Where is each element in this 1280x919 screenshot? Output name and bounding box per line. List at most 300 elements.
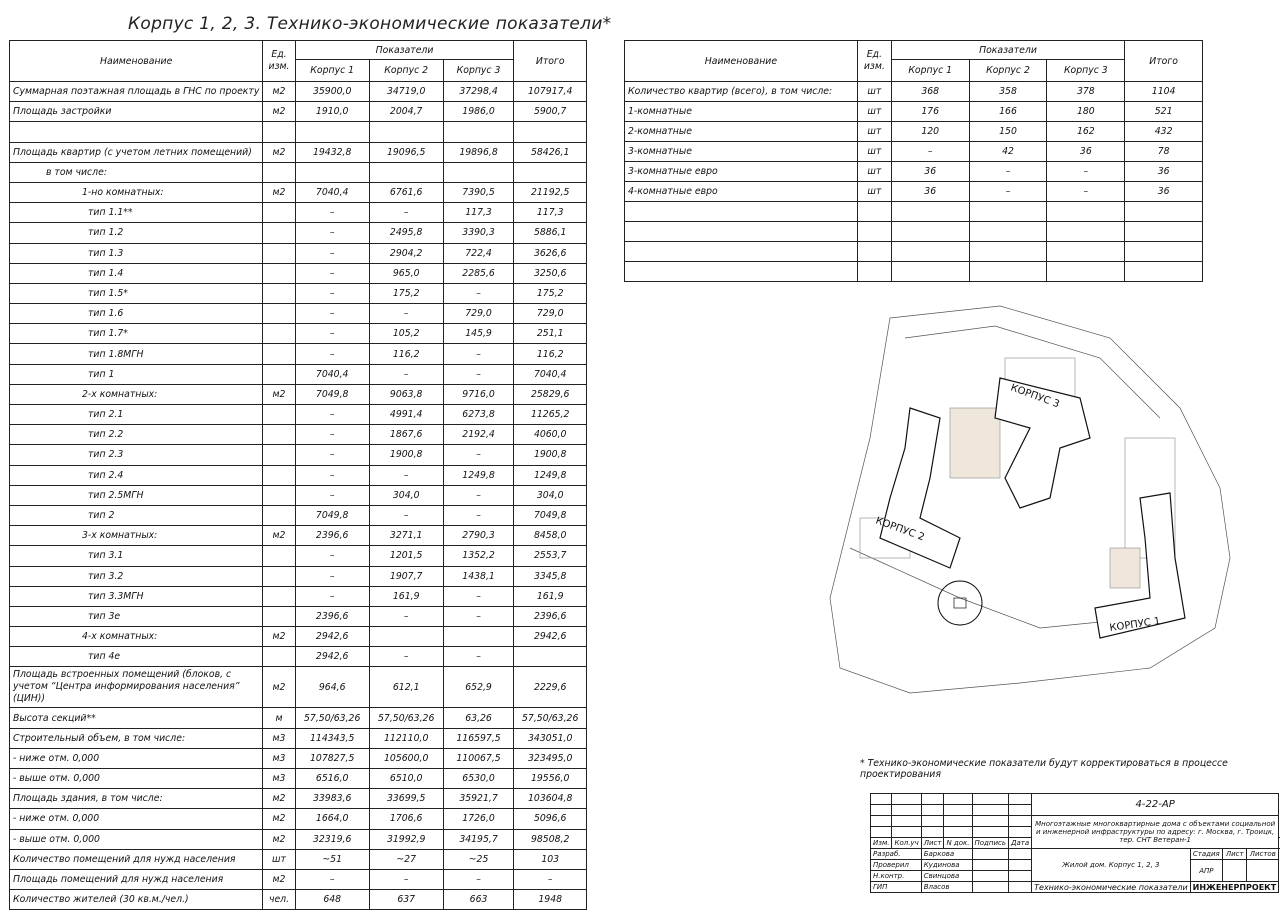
row-k2: 1867,6 [369, 425, 443, 445]
apt-row-total [1125, 222, 1203, 242]
row-name: Высота секций** [10, 708, 263, 728]
table-row [10, 789, 587, 809]
row-k2: 105600,0 [369, 748, 443, 768]
apt-header-name: Наименование [625, 41, 858, 82]
row-total [514, 162, 587, 182]
row-k2: 34719,0 [369, 82, 443, 102]
table-row [10, 304, 587, 324]
row-k1: – [295, 566, 369, 586]
apt-header-unit: Ед. изм. [857, 41, 891, 82]
row-unit: м2 [263, 384, 295, 404]
row-k1: ~51 [295, 849, 369, 869]
row-unit: м2 [263, 142, 295, 162]
apt-row [625, 262, 1203, 282]
table-row [10, 445, 587, 465]
row-total: 2229,6 [514, 667, 587, 708]
row-name: - ниже отм. 0,000 [10, 809, 263, 829]
row-k1: 6516,0 [295, 769, 369, 789]
row-unit: м2 [263, 526, 295, 546]
row-k2: ~27 [369, 849, 443, 869]
table-row [10, 324, 587, 344]
stamp-sheet-title: Технико-экономические показатели [1032, 882, 1191, 893]
row-k2: 1907,7 [369, 566, 443, 586]
row-unit: м2 [263, 789, 295, 809]
row-k1: 32319,6 [295, 829, 369, 849]
apt-row-k2 [969, 262, 1047, 282]
row-name: Количество жителей (30 кв.м./чел.) [10, 890, 263, 910]
row-k2: 9063,8 [369, 384, 443, 404]
apt-row-k3 [1047, 242, 1125, 262]
apt-header-indicators: Показатели [891, 41, 1124, 60]
stamp-col-header: Лист [921, 838, 944, 849]
apt-row-k3: 36 [1047, 142, 1125, 162]
row-name: Строительный объем, в том числе: [10, 728, 263, 748]
row-name: тип 1.1** [10, 203, 263, 223]
apt-row-k3 [1047, 222, 1125, 242]
row-k2: 965,0 [369, 263, 443, 283]
row-unit: м2 [263, 102, 295, 122]
row-k1: 7049,8 [295, 384, 369, 404]
table-row [10, 809, 587, 829]
row-name: тип 1.4 [10, 263, 263, 283]
row-k3: 663 [443, 890, 514, 910]
row-total: 21192,5 [514, 182, 587, 202]
label-k1: КОРПУС 1 [1108, 615, 1162, 634]
apt-row-k2: 166 [969, 102, 1047, 122]
row-k3: 2192,4 [443, 425, 514, 445]
table-row [10, 526, 587, 546]
title-block [870, 793, 1280, 893]
row-k1: – [295, 586, 369, 606]
row-k1: – [295, 445, 369, 465]
row-unit [263, 505, 295, 525]
row-k2 [369, 627, 443, 647]
apt-row-total: 521 [1125, 102, 1203, 122]
table-row [10, 667, 587, 708]
row-k3: – [443, 364, 514, 384]
row-k2: 612,1 [369, 667, 443, 708]
row-unit: шт [263, 849, 295, 869]
row-total: 58426,1 [514, 142, 587, 162]
row-k3: 7390,5 [443, 182, 514, 202]
row-k1: – [295, 283, 369, 303]
row-k2: 1706,6 [369, 809, 443, 829]
row-k2: 6510,0 [369, 769, 443, 789]
row-k2: 1900,8 [369, 445, 443, 465]
table-row [10, 748, 587, 768]
table-row [10, 283, 587, 303]
table-row [10, 647, 587, 667]
row-k3: – [443, 606, 514, 626]
apt-row-name: 1-комнатные [625, 102, 858, 122]
row-k1: – [295, 869, 369, 889]
row-k1: 35900,0 [295, 82, 369, 102]
apt-row-k1 [891, 242, 969, 262]
apt-row-k1: 176 [891, 102, 969, 122]
row-k3: 19896,8 [443, 142, 514, 162]
table-row [10, 586, 587, 606]
row-total: 323495,0 [514, 748, 587, 768]
stamp-col-header: Подпись [972, 838, 1009, 849]
row-k2: – [369, 505, 443, 525]
row-k3: 34195,7 [443, 829, 514, 849]
apt-row-k1: 120 [891, 122, 969, 142]
apt-row [625, 242, 1203, 262]
row-unit: м2 [263, 809, 295, 829]
apt-row-k1: 36 [891, 162, 969, 182]
row-unit [263, 566, 295, 586]
row-total: 8458,0 [514, 526, 587, 546]
row-k2: 105,2 [369, 324, 443, 344]
apt-header-k1: Корпус 1 [891, 60, 969, 82]
site-plan [820, 298, 1240, 698]
row-unit: м2 [263, 627, 295, 647]
row-total: – [514, 869, 587, 889]
table-row [10, 505, 587, 525]
main-table-body [10, 82, 587, 910]
row-total: 729,0 [514, 304, 587, 324]
row-k3: – [443, 344, 514, 364]
page-title: Корпус 1, 2, 3. Технико-экономические показатели* [128, 14, 612, 34]
header-k1: Корпус 1 [295, 60, 369, 82]
row-k3: 117,3 [443, 203, 514, 223]
row-k3: 1986,0 [443, 102, 514, 122]
table-row [10, 869, 587, 889]
row-total: 1948 [514, 890, 587, 910]
row-k3: 145,9 [443, 324, 514, 344]
row-k2: 6761,6 [369, 182, 443, 202]
row-unit: м3 [263, 728, 295, 748]
row-k3: – [443, 505, 514, 525]
apt-row-name: Количество квартир (всего), в том числе: [625, 82, 858, 102]
row-k3: 9716,0 [443, 384, 514, 404]
row-k2: 4991,4 [369, 405, 443, 425]
apt-row-name [625, 242, 858, 262]
stamp-object: Жилой дом. Корпус 1, 2, 3 [1032, 849, 1191, 882]
apt-row [625, 202, 1203, 222]
row-k2: 637 [369, 890, 443, 910]
label-k3: КОРПУС 3 [1008, 382, 1061, 411]
header-k3: Корпус 3 [443, 60, 514, 82]
row-k2: 31992,9 [369, 829, 443, 849]
row-unit [263, 304, 295, 324]
row-k3: 37298,4 [443, 82, 514, 102]
apt-row-k1 [891, 262, 969, 282]
header-total: Итого [514, 41, 587, 82]
row-k1: – [295, 344, 369, 364]
row-k3: – [443, 647, 514, 667]
row-k1: 19432,8 [295, 142, 369, 162]
row-k2 [369, 162, 443, 182]
apt-row-k3: – [1047, 182, 1125, 202]
row-name: тип 2.1 [10, 405, 263, 425]
row-k1: – [295, 243, 369, 263]
row-name: тип 1 [10, 364, 263, 384]
row-k2: 304,0 [369, 485, 443, 505]
table-row [10, 223, 587, 243]
row-total: 3626,6 [514, 243, 587, 263]
row-k1: 2942,6 [295, 627, 369, 647]
row-k3: 35921,7 [443, 789, 514, 809]
apt-row-k1: – [891, 142, 969, 162]
row-k2: 19096,5 [369, 142, 443, 162]
row-name: тип 3.3МГН [10, 586, 263, 606]
row-unit [263, 243, 295, 263]
apt-row-k1: 368 [891, 82, 969, 102]
row-name: - выше отм. 0,000 [10, 769, 263, 789]
row-k2: 3271,1 [369, 526, 443, 546]
row-name: Площадь застройки [10, 102, 263, 122]
row-k1: – [295, 425, 369, 445]
row-k2: 112110,0 [369, 728, 443, 748]
row-name: тип 1.3 [10, 243, 263, 263]
apt-row [625, 142, 1203, 162]
row-k1: 33983,6 [295, 789, 369, 809]
row-unit [263, 122, 295, 142]
header-indicators: Показатели [295, 41, 514, 60]
stamp-code: 4-22-АР [1032, 794, 1279, 816]
row-name: Количество помещений для нужд населения [10, 849, 263, 869]
row-name: Суммарная поэтажная площадь в ГНС по проекту [10, 82, 263, 102]
row-unit [263, 425, 295, 445]
row-name: тип 2.3 [10, 445, 263, 465]
row-total: 7049,8 [514, 505, 587, 525]
apt-row [625, 122, 1203, 142]
apt-row-total: 36 [1125, 162, 1203, 182]
table-row [10, 142, 587, 162]
playground-1 [950, 408, 1000, 478]
header-unit: Ед. изм. [263, 41, 295, 82]
row-name: тип 2.4 [10, 465, 263, 485]
row-k3: 2285,6 [443, 263, 514, 283]
apt-row-total: 1104 [1125, 82, 1203, 102]
apt-header-k2: Корпус 2 [969, 60, 1047, 82]
row-k1: 1664,0 [295, 809, 369, 829]
row-k3: – [443, 283, 514, 303]
row-name: тип 4е [10, 647, 263, 667]
row-total: 1900,8 [514, 445, 587, 465]
row-name: в том числе: [10, 162, 263, 182]
apt-row-total: 36 [1125, 182, 1203, 202]
row-k1: 7040,4 [295, 364, 369, 384]
row-k3: 652,9 [443, 667, 514, 708]
stamp-role-3: ГИП [871, 882, 922, 893]
row-name: тип 2 [10, 505, 263, 525]
apt-row [625, 222, 1203, 242]
table-row [10, 425, 587, 445]
apt-row-unit: шт [857, 182, 891, 202]
row-k3: 1726,0 [443, 809, 514, 829]
row-k1: – [295, 405, 369, 425]
row-k3: 3390,3 [443, 223, 514, 243]
table-row [10, 384, 587, 404]
row-k3: 729,0 [443, 304, 514, 324]
apt-row-name: 2-комнатные [625, 122, 858, 142]
apt-row-k2 [969, 202, 1047, 222]
row-unit [263, 223, 295, 243]
apt-row-total [1125, 202, 1203, 222]
row-name: 1-но комнатных: [10, 182, 263, 202]
row-unit: м2 [263, 829, 295, 849]
stamp-col-header: N док. [944, 838, 972, 849]
row-name: тип 2.2 [10, 425, 263, 445]
apt-row-k3 [1047, 202, 1125, 222]
row-total: 4060,0 [514, 425, 587, 445]
row-k1: 2942,6 [295, 647, 369, 667]
row-total: 7040,4 [514, 364, 587, 384]
row-k2: – [369, 606, 443, 626]
row-unit [263, 606, 295, 626]
stamp-description: Многоэтажные многоквартирные дома с объектами социальной и инженерной инфраструктуры по адресу: г. Москва, г. Троицк, тер. СНТ Ветеран-1 [1032, 816, 1279, 849]
stamp-role-1: Проверил [871, 860, 922, 871]
apt-header-k3: Корпус 3 [1047, 60, 1125, 82]
row-total: 304,0 [514, 485, 587, 505]
apt-row-unit: шт [857, 142, 891, 162]
row-k3: 1352,2 [443, 546, 514, 566]
row-k2: 2004,7 [369, 102, 443, 122]
row-k3: – [443, 586, 514, 606]
apt-row-total: 432 [1125, 122, 1203, 142]
row-k2: – [369, 304, 443, 324]
table-row [10, 566, 587, 586]
row-total: 2553,7 [514, 546, 587, 566]
apartments-table [624, 40, 1203, 282]
table-row [10, 344, 587, 364]
stamp-name-0: Баркова [921, 849, 972, 860]
apt-row-k3: 162 [1047, 122, 1125, 142]
row-unit: м2 [263, 182, 295, 202]
apt-row-name [625, 262, 858, 282]
row-k3: 6273,8 [443, 405, 514, 425]
stamp-sheets-label: Листов [1247, 849, 1279, 860]
table-row [10, 708, 587, 728]
apt-table-body [625, 82, 1203, 282]
apt-row-unit: шт [857, 122, 891, 142]
stamp-stage: АПР [1190, 860, 1222, 882]
row-total: 98508,2 [514, 829, 587, 849]
playground-2 [1110, 548, 1140, 588]
row-unit [263, 445, 295, 465]
row-k3: – [443, 485, 514, 505]
row-k1: 1910,0 [295, 102, 369, 122]
apt-row-k3 [1047, 262, 1125, 282]
row-unit: м2 [263, 667, 295, 708]
label-k2: КОРПУС 2 [873, 515, 926, 544]
row-k3: – [443, 445, 514, 465]
row-total: 3345,8 [514, 566, 587, 586]
apt-row [625, 102, 1203, 122]
row-unit: м2 [263, 869, 295, 889]
apt-row-name: 3-комнатные евро [625, 162, 858, 182]
row-k2: 161,9 [369, 586, 443, 606]
row-k1: – [295, 304, 369, 324]
row-total: 343051,0 [514, 728, 587, 748]
table-row [10, 82, 587, 102]
row-unit: чел. [263, 890, 295, 910]
footnote: * Технико-экономические показатели будут корректироваться в процессе проектирования [860, 758, 1228, 780]
row-k2: 116,2 [369, 344, 443, 364]
row-k1 [295, 122, 369, 142]
row-name: тип 1.8МГН [10, 344, 263, 364]
row-k2: – [369, 869, 443, 889]
stamp-role-0: Разраб. [871, 849, 922, 860]
row-unit [263, 162, 295, 182]
row-total: 2396,6 [514, 606, 587, 626]
table-row [10, 465, 587, 485]
apt-row-k3: 378 [1047, 82, 1125, 102]
row-k3: 6530,0 [443, 769, 514, 789]
row-k1: – [295, 485, 369, 505]
row-total [514, 647, 587, 667]
table-row [10, 405, 587, 425]
table-row [10, 849, 587, 869]
row-k2: 2495,8 [369, 223, 443, 243]
stamp-sheet-label: Лист [1223, 849, 1247, 860]
row-name: тип 1.6 [10, 304, 263, 324]
row-name: Площадь помещений для нужд населения [10, 869, 263, 889]
stamp-role-2: Н.контр. [871, 871, 922, 882]
row-k2: 33699,5 [369, 789, 443, 809]
row-name [10, 122, 263, 142]
stamp-name-2: Свинцова [921, 871, 972, 882]
row-name: тип 1.7* [10, 324, 263, 344]
apt-row-k2 [969, 242, 1047, 262]
row-total: 1249,8 [514, 465, 587, 485]
row-k2: – [369, 647, 443, 667]
row-unit: м [263, 708, 295, 728]
row-k1: 2396,6 [295, 606, 369, 626]
apt-row-unit [857, 222, 891, 242]
table-row [10, 546, 587, 566]
row-k1: 7049,8 [295, 505, 369, 525]
table-row [10, 485, 587, 505]
row-k1: 57,50/63,26 [295, 708, 369, 728]
apt-row-k2: 42 [969, 142, 1047, 162]
table-row [10, 627, 587, 647]
table-row [10, 263, 587, 283]
row-name: тип 3.1 [10, 546, 263, 566]
row-name: - выше отм. 0,000 [10, 829, 263, 849]
row-total [514, 122, 587, 142]
row-k2: – [369, 364, 443, 384]
row-k1: – [295, 546, 369, 566]
row-unit [263, 647, 295, 667]
row-k1 [295, 162, 369, 182]
row-total: 103604,8 [514, 789, 587, 809]
row-k1: – [295, 263, 369, 283]
row-k2: 1201,5 [369, 546, 443, 566]
table-row [10, 364, 587, 384]
row-unit [263, 405, 295, 425]
stamp-col-header: Изм. [871, 838, 892, 849]
row-unit [263, 283, 295, 303]
row-k3: 110067,5 [443, 748, 514, 768]
row-total: 117,3 [514, 203, 587, 223]
row-total: 5886,1 [514, 223, 587, 243]
row-total: 107917,4 [514, 82, 587, 102]
row-name: Площадь квартир (с учетом летних помещений) [10, 142, 263, 162]
row-total: 175,2 [514, 283, 587, 303]
row-name: тип 3е [10, 606, 263, 626]
row-k3: 722,4 [443, 243, 514, 263]
row-name: тип 2.5МГН [10, 485, 263, 505]
stamp-col-header: Дата [1009, 838, 1032, 849]
row-total: 19556,0 [514, 769, 587, 789]
row-name: Площадь здания, в том числе: [10, 789, 263, 809]
row-unit [263, 465, 295, 485]
apt-row-k1 [891, 202, 969, 222]
row-k3: 2790,3 [443, 526, 514, 546]
